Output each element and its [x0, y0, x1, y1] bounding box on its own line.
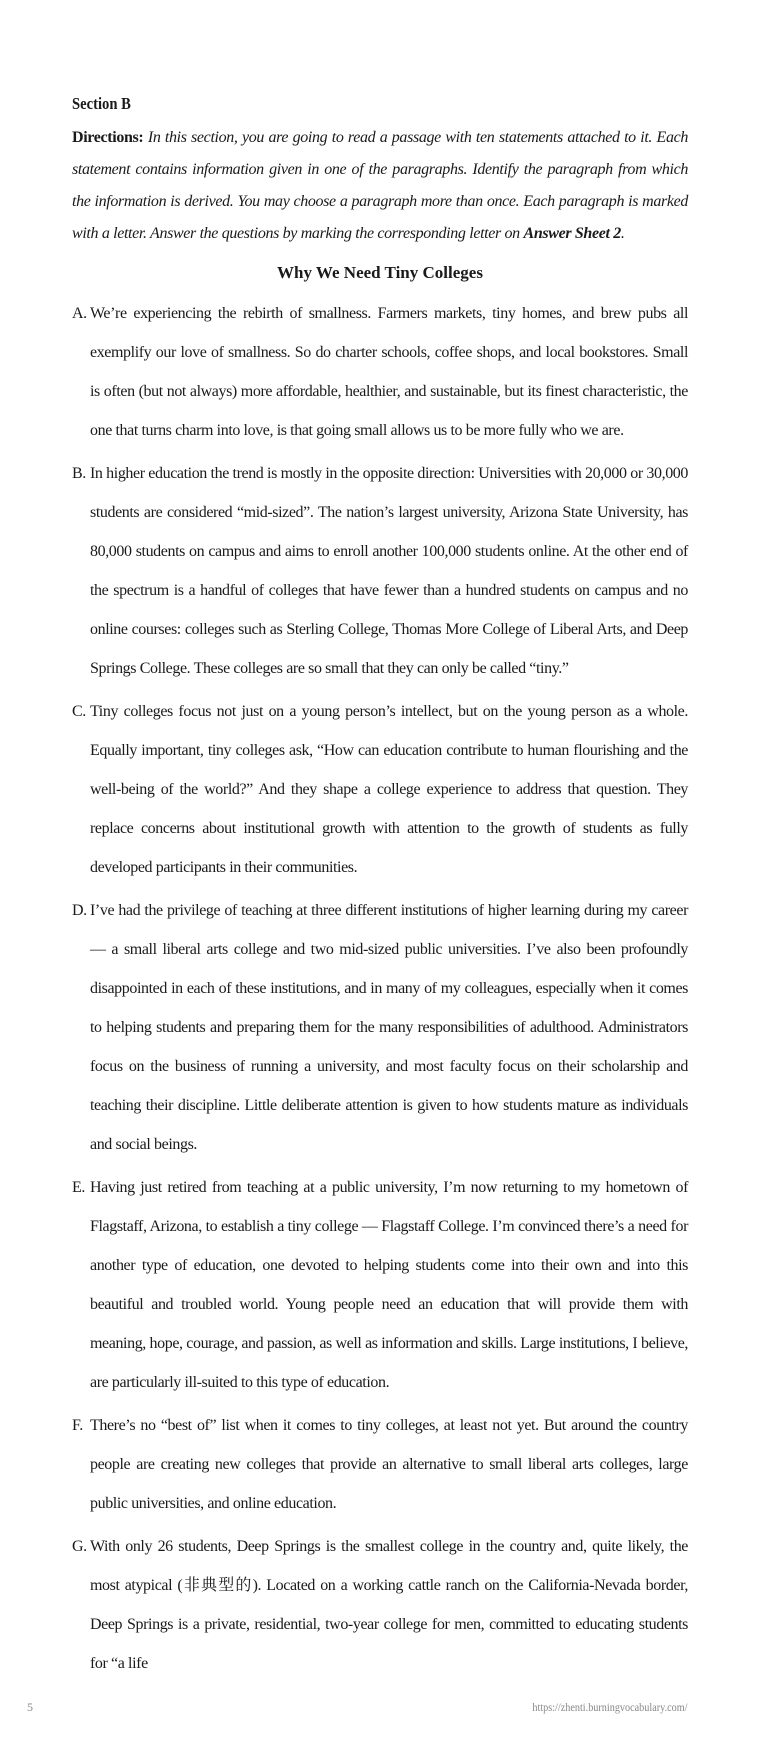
- paragraph-text: We’re experiencing the rebirth of smallness. Farmers markets, tiny homes, and brew pubs all exemplify our love of smallness. So do charter schools, coffee shops, and local bookstores. Small is often (but not always) more affordable, healthier, and sustainable, but its finest characteristic, the one that turns charm into love, is that going small allows us to be more fully who we are.: [90, 305, 688, 439]
- directions-text: In this section, you are going to read a passage with ten statements attached to it. Each statement contains information given in one of the paragraphs. Identify the paragraph from which the information is derived. You may choose a paragraph more than once. Each paragraph is marked with a letter. Answer the questions by marking the corresponding letter on: [72, 129, 688, 242]
- paragraph-text: Having just retired from teaching at a public university, I’m now returning to my hometown of Flagstaff, Arizona, to establish a tiny college — Flagstaff College. I’m convinced there’s a need for another type of education, one devoted to helping students come into their own and into this beautiful and troubled world. Young people need an education that will provide them with meaning, hope, courage, and passion, as well as information and skills. Large institutions, I believe, are particularly ill-suited to this type of education.: [90, 1179, 688, 1391]
- section-title: Section B: [72, 94, 131, 113]
- paragraph-g: [72, 1527, 688, 1683]
- paragraph-letter: E.: [72, 1179, 85, 1196]
- paragraph-text: In higher education the trend is mostly in the opposite direction: Universities with 20,000 or 30,000 students are considered “mid-sized”. The nation’s largest university, Arizona State University, has 80,000 students on campus and aims to enroll another 100,000 students online. At the other end of the spectrum is a handful of colleges that have fewer than a hundred students on campus and no online courses: colleges such as Sterling College, Thomas More College of Liberal Arts, and Deep Springs College. These colleges are so small that they can only be called “tiny.”: [90, 465, 688, 677]
- paragraph-text: Tiny colleges focus not just on a young person’s intellect, but on the young person as a whole. Equally important, tiny colleges ask, “How can education contribute to human flourishing and the well-being of the world?” And they shape a college experience to address that question. They replace concerns about institutional growth with attention to the growth of students as fully developed participants in their communities.: [90, 703, 688, 876]
- paragraph-letter: D.: [72, 902, 87, 919]
- paragraph-text: With only 26 students, Deep Springs is the smallest college in the country and, quite likely, the most atypical (非典型的). Located on a working cattle ranch on the California-Nevada border, Deep Springs is a private, residential, two-year college for men, committed to educating students for “a life: [90, 1538, 688, 1672]
- directions: [72, 122, 688, 250]
- passage-title: Why We Need Tiny Colleges: [277, 263, 483, 282]
- paragraph-a: [72, 294, 688, 450]
- paragraph-letter: F.: [72, 1417, 83, 1434]
- page-number: 5: [27, 1700, 33, 1714]
- paragraph-letter: G.: [72, 1538, 87, 1555]
- paragraph-letter: A.: [72, 305, 87, 322]
- source-url: https://zhenti.burningvocabulary.com/: [532, 1700, 688, 1714]
- directions-end: .: [620, 225, 625, 242]
- exam-page: [72, 92, 688, 1687]
- paragraph-e: [72, 1168, 688, 1402]
- answer-sheet-ref: Answer Sheet 2: [523, 225, 621, 242]
- paragraph-f: [72, 1406, 688, 1523]
- page-footer: [0, 1700, 760, 1720]
- paragraph-text: I’ve had the privilege of teaching at three different institutions of higher learning during my career — a small liberal arts college and two mid-sized public universities. I’ve also been profoundly disappointed in each of these institutions, and in many of my colleagues, especially when it comes to helping students and preparing them for the many responsibilities of adulthood. Administrators focus on the business of running a university, and most faculty focus on their scholarship and teaching their discipline. Little deliberate attention is given to how students mature as individuals and social beings.: [90, 902, 688, 1153]
- paragraph-letter: C.: [72, 703, 86, 720]
- paragraph-c: [72, 692, 688, 887]
- paragraph-d: [72, 891, 688, 1164]
- paragraph-b: [72, 454, 688, 688]
- paragraph-letter: B.: [72, 465, 86, 482]
- paragraph-text: There’s no “best of” list when it comes to tiny colleges, at least not yet. But around the country people are creating new colleges that provide an alternative to small liberal arts colleges, large public universities, and online education.: [90, 1417, 688, 1512]
- directions-label: Directions:: [72, 129, 144, 146]
